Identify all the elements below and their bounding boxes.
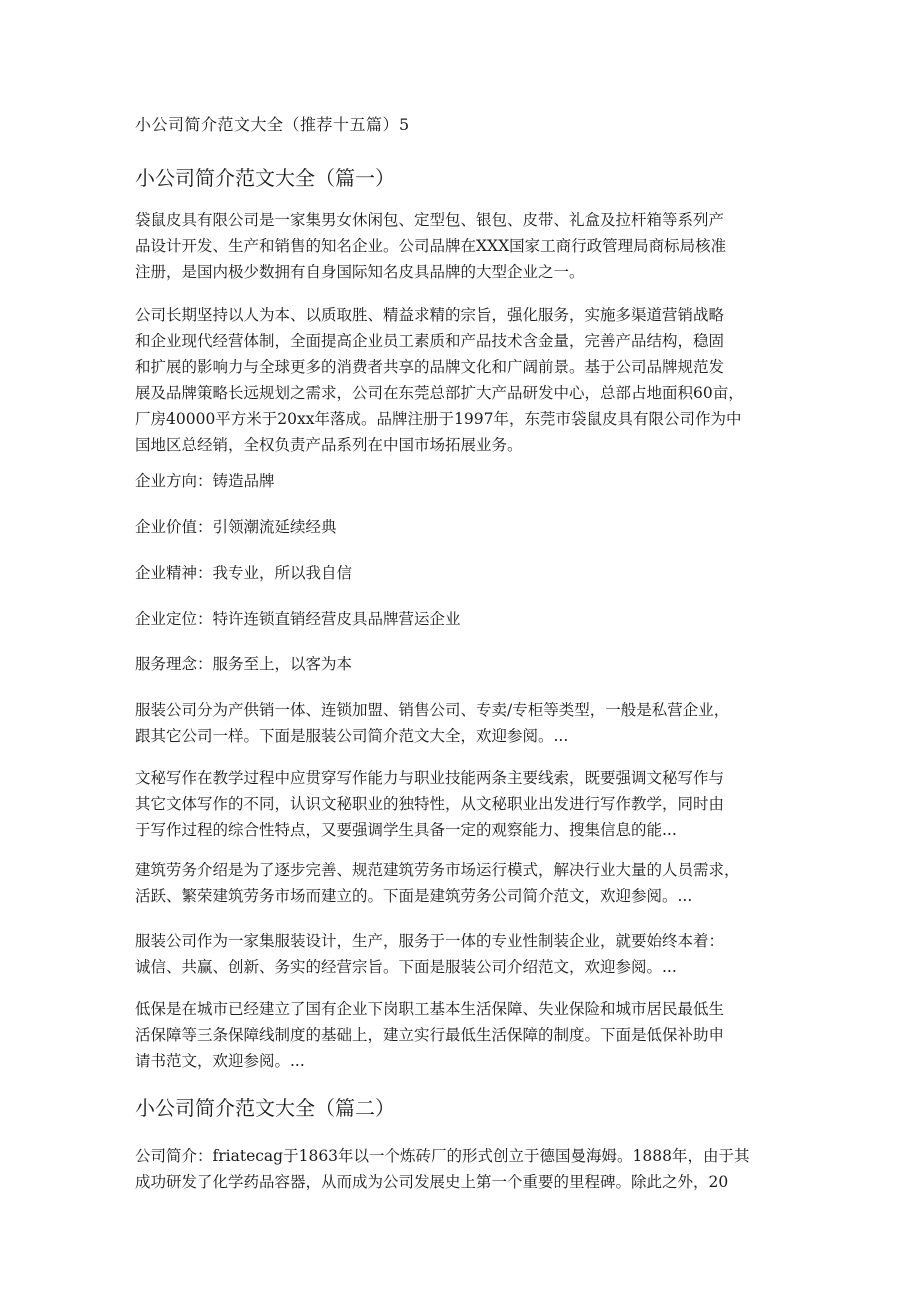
text-line: 低保是在城市已经建立了国有企业下岗职工基本生活保障、失业保险和城市居民最低生 — [135, 1000, 725, 1018]
paragraph-enterprise-positioning — [135, 606, 795, 632]
text-line: 请书范文，欢迎参阅。... — [135, 1052, 305, 1070]
text-line: 国地区总经销，全权负责产品系列在中国市场拓展业务。 — [135, 436, 523, 454]
section-heading-2: 小公司简介范文大全（篇二） — [135, 1096, 395, 1120]
text-line: 企业价值：引领潮流延续经典 — [135, 518, 337, 536]
text-line: 和企业现代经营体制，全面提高企业员工素质和产品技术含金量，完善产品结构，稳固 — [135, 332, 725, 350]
text-line: 企业定位：特许连锁直销经营皮具品牌营运企业 — [135, 610, 461, 628]
text-line: 建筑劳务介绍是为了逐步完善、规范建筑劳务市场运行模式，解决行业大量的人员需求， — [135, 861, 740, 879]
paragraph-clothing-company — [135, 697, 795, 749]
paragraph-secretarial-writing — [135, 765, 795, 843]
text-line: 袋鼠皮具有限公司是一家集男女休闲包、定型包、银包、皮带、礼盒及拉杆箱等系列产 — [135, 211, 725, 229]
paragraph-construction-labor — [135, 857, 795, 909]
text-line: 和扩展的影响力与全球更多的消费者共享的品牌文化和广阔前景。基于公司品牌规范发 — [135, 358, 725, 376]
paragraph-intro — [135, 207, 795, 285]
text-line: 于写作过程的综合性特点，又要强调学生具备一定的观察能力、搜集信息的能... — [135, 821, 677, 839]
paragraph-enterprise-direction — [135, 468, 795, 494]
paragraph-apparel-enterprise — [135, 928, 795, 980]
text-line: 跟其它公司一样。下面是服装公司简介范文大全，欢迎参阅。... — [135, 727, 569, 745]
text-line: 厂房40000平方米于20xx年落成。品牌注册于1997年，东莞市袋鼠皮具有限公司作为中 — [135, 410, 742, 428]
text-line: 企业方向：铸造品牌 — [135, 472, 275, 490]
paragraph-company-philosophy — [135, 302, 795, 458]
text-line: 服务理念：服务至上，以客为本 — [135, 655, 353, 673]
text-line: 活保障等三条保障线制度的基础上，建立实行最低生活保障的制度。下面是低保补助申 — [135, 1026, 725, 1044]
paragraph-enterprise-spirit — [135, 560, 795, 586]
text-line: 诚信、共赢、创新、务实的经营宗旨。下面是服装公司介绍范文，欢迎参阅。... — [135, 958, 677, 976]
text-line: 公司简介：friatecag于1863年以一个炼砖厂的形式创立于德国曼海姆。1888年，由于其 — [135, 1147, 750, 1165]
text-line: 品设计开发、生产和销售的知名企业。公司品牌在XXX国家工商行政管理局商标局核准 — [135, 237, 727, 255]
section-heading-1: 小公司简介范文大全（篇一） — [135, 166, 395, 190]
text-line: 企业精神：我专业，所以我自信 — [135, 564, 353, 582]
text-line: 服装公司作为一家集服装设计，生产，服务于一体的专业性制装企业，就要始终本着： — [135, 932, 725, 950]
paragraph-enterprise-value — [135, 514, 795, 540]
paragraph-service-concept — [135, 651, 795, 677]
text-line: 成功研发了化学药品容器，从而成为公司发展史上第一个重要的里程碑。除此之外，20 — [135, 1173, 729, 1191]
text-line: 展及品牌策略长远规划之需求，公司在东莞总部扩大产品研发中心，总部占地面积60亩， — [135, 384, 744, 402]
text-line: 文秘写作在教学过程中应贯穿写作能力与职业技能两条主要线索，既要强调文秘写作与 — [135, 769, 725, 787]
text-line: 服装公司分为产供销一体、连锁加盟、销售公司、专卖/专柜等类型，一般是私营企业， — [135, 701, 730, 719]
document-title: 小公司简介范文大全（推荐十五篇）5 — [135, 115, 410, 134]
paragraph-minimum-living-security — [135, 996, 795, 1074]
text-line: 注册，是国内极少数拥有自身国际知名皮具品牌的大型企业之一。 — [135, 263, 585, 281]
text-line: 活跃、繁荣建筑劳务市场而建立的。下面是建筑劳务公司简介范文，欢迎参阅。... — [135, 887, 693, 905]
paragraph-friatec-intro — [135, 1143, 795, 1195]
text-line: 其它文体写作的不同，认识文秘职业的独特性，从文秘职业出发进行写作教学，同时由 — [135, 795, 725, 813]
text-line: 公司长期坚持以人为本、以质取胜、精益求精的宗旨，强化服务，实施多渠道营销战略 — [135, 306, 725, 324]
